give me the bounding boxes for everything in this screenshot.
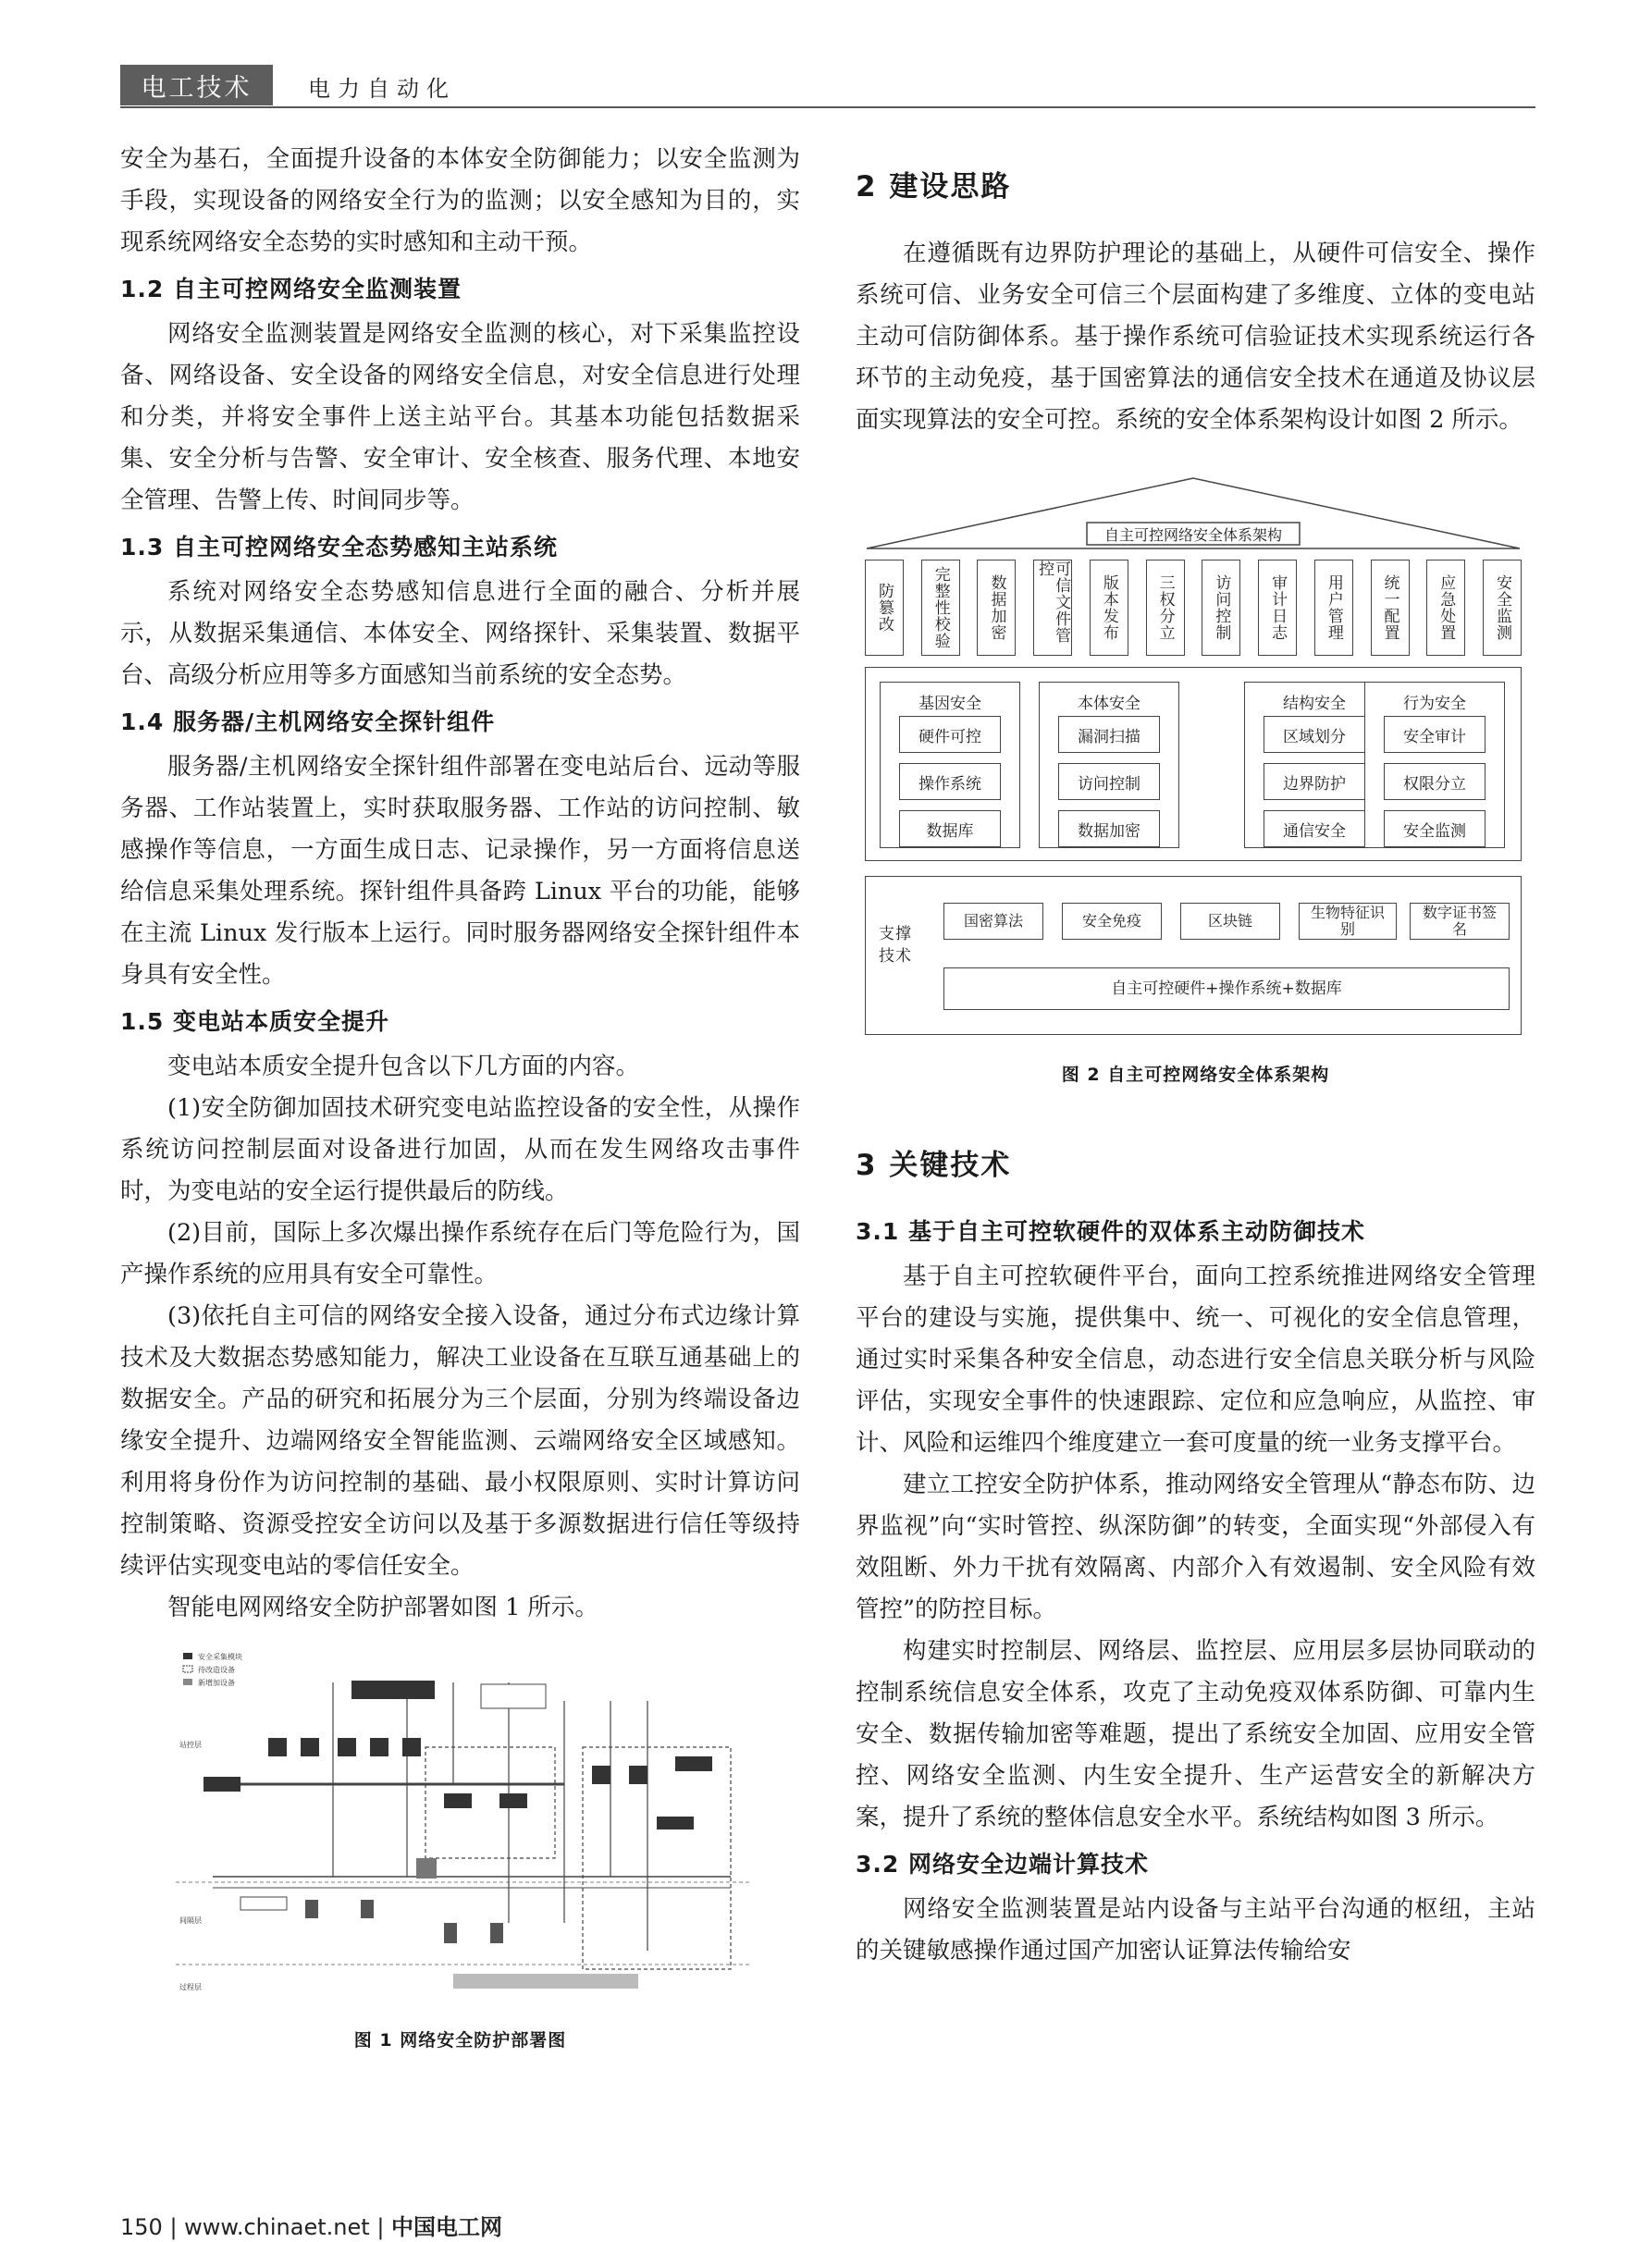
fig2-group-title: 本体安全: [1078, 695, 1140, 713]
fig2-group-item: 访问控制: [1058, 763, 1160, 800]
fig2-pillar: 防篡改: [865, 560, 904, 656]
paragraph: 网络安全监测装置是网络安全监测的核心，对下采集监控设备、网络设备、安全设备的网络安全信息，对安全信息进行处理和分类，并将安全事件上送主站平台。其基本功能包括数据采集、安全分析与告警、安全审计、安全核查、服务代理、本地安全管理、告警上传、时间同步等。: [120, 320, 800, 514]
fig2-pillar: 应急处置: [1426, 560, 1465, 656]
paragraph: 变电站本质安全提升包含以下几方面的内容。: [167, 1053, 640, 1080]
fig2-support-item: 安全免疫: [1062, 903, 1162, 940]
paragraph: 安全为基石，全面提升设备的本体安全防御能力；以安全监测为手段，实现设备的网络安全行为的监测；以安全感知为目的，实现系统网络安全态势的实时感知和主动干预。: [120, 145, 800, 256]
fig2-pillar: 可信文件管控: [1033, 560, 1072, 656]
paragraph: 网络安全监测装置是站内设备与主站平台沟通的枢纽，主站的关键敏感操作通过国产加密认证算法传输给安: [856, 1895, 1535, 1965]
fig2-group-title: 结构安全: [1283, 695, 1346, 713]
subsection-heading: 1.4 服务器/主机网络安全探针组件: [120, 708, 496, 735]
page-footer: [120, 2209, 502, 2241]
fig2-support-item: 数字证书签名: [1410, 903, 1510, 940]
fig2-group-box: [880, 682, 1020, 848]
subsection-heading: 1.5 变电站本质安全提升: [120, 1008, 389, 1035]
fig2-group-item: 漏洞扫描: [1058, 716, 1160, 753]
fig2-group-item: 区域划分: [1264, 716, 1365, 753]
fig2-group-item: 通信安全: [1264, 810, 1365, 847]
fig2-pillar: 完整性校验: [921, 560, 960, 656]
fig2-support-item: 国密算法: [943, 903, 1043, 940]
fig2-group-box: [1364, 682, 1505, 848]
fig1-layer-label: 过程层: [179, 1983, 202, 1991]
footer-brand: 中国电工网: [391, 2213, 503, 2240]
paragraph: (1)安全防御加固技术研究变电站监控设备的安全性，从操作系统访问控制层面对设备进行加固，从而在发生网络攻击事件时，为变电站的安全运行提供最后的防线。: [120, 1094, 800, 1205]
fig2-pillar: 三权分立: [1146, 560, 1185, 656]
fig2-group-item: 安全审计: [1384, 716, 1486, 753]
page-number: 150: [120, 2214, 163, 2240]
paragraph: (3)依托自主可信的网络安全接入设备，通过分布式边缘计算技术及大数据态势感知能力，解决工业设备在互联互通基础上的数据安全。产品的研究和拓展分为三个层面，分别为终端设备边缘安全提升、边端网络安全智能监测、云端网络安全区域感知。利用将身份作为访问控制的基础、最小权限原则、实时计算访问控制策略、资源受控安全访问以及基于多源数据进行信任等级持续评估实现变电站的零信任安全。: [120, 1302, 800, 1580]
fig2-group-title: 基因安全: [918, 695, 981, 713]
fig2-group-item: 操作系统: [899, 763, 1001, 800]
fig2-pillar: 用户管理: [1314, 560, 1353, 656]
fig1-legend-label: 新增加设备: [198, 1679, 235, 1687]
paragraph: 建立工控安全防护体系，推动网络安全管理从“静态布防、边界监视”向“实时管控、纵深防御”的转变，全面实现“外部侵入有效阻断、外力干扰有效隔离、内部介入有效遏制、安全风险有效管控”的防控目标。: [856, 1471, 1535, 1623]
fig2-group-item: 数据加密: [1058, 810, 1160, 847]
fig2-group-title: 行为安全: [1403, 695, 1466, 713]
fig2-group-item: 边界防护: [1264, 763, 1365, 800]
subsection-heading: 3.2 网络安全边端计算技术: [856, 1851, 1149, 1878]
fig2-pillar: 访问控制: [1202, 560, 1240, 656]
fig2-support-frame: [865, 876, 1522, 1035]
fig2-support-label: 支撑技术: [879, 925, 912, 966]
fig1-legend-label: 安全采集模块: [198, 1653, 242, 1661]
figure-2-architecture: [865, 476, 1522, 1042]
figure-1-caption: 图 1 网络安全防护部署图: [353, 2030, 567, 2051]
fig2-pillar: 统一配置: [1371, 560, 1410, 656]
paragraph: 服务器/主机网络安全探针组件部署在变电站后台、远动等服务器、工作站装置上，实时获取服务器、工作站的访问控制、敏感操作等信息，一方面生成日志、记录操作，另一方面将信息送给信息采集处理系统。探针组件具备跨 Linux 平台的功能，能够在主流 Linux 发行版本上运行。同时服务器网络安全探针组件本身具有安全性。: [120, 753, 800, 989]
right-column: [856, 139, 1535, 1972]
footer-sep: |: [169, 2214, 185, 2240]
fig2-pillar: 审计日志: [1258, 560, 1297, 656]
paragraph: (2)目前，国际上多次爆出操作系统存在后门等危险行为，国产操作系统的应用具有安全可靠性。: [120, 1219, 800, 1288]
fig2-pillar: 数据加密: [977, 560, 1016, 656]
paragraph: 构建实时控制层、网络层、监控层、应用层多层协同联动的控制系统信息安全体系，攻克了主动免疫双体系防御、可靠内生安全、数据传输加密等难题，提出了系统安全加固、应用安全管控、网络安全监测、内生安全提升、生产运营安全的新解决方案，提升了系统的整体信息安全水平。系统结构如图 3 所示。: [856, 1637, 1535, 1831]
fig2-base: 自主可控硬件+操作系统+数据库: [943, 967, 1510, 1010]
journal-tag: 电工技术: [120, 65, 273, 105]
fig2-group-box: [1039, 682, 1179, 848]
paragraph: 智能电网网络安全防护部署如图 1 所示。: [167, 1594, 598, 1621]
fig2-group-item: 数据库: [899, 810, 1001, 847]
footer-site-link[interactable]: www.chinaet.net: [184, 2214, 370, 2240]
fig1-legend-label: 待改造设备: [198, 1666, 235, 1674]
fig1-layer-label: 站控层: [179, 1741, 202, 1749]
figure-2-caption: 图 2 自主可控网络安全体系架构: [1061, 1065, 1330, 1085]
section-heading: 3 关键技术: [856, 1149, 1012, 1182]
footer-sep: |: [376, 2214, 392, 2240]
subsection-heading: 1.2 自主可控网络安全监测装置: [120, 276, 462, 302]
paragraph: 基于自主可控软硬件平台，面向工控系统推进网络安全管理平台的建设与实施，提供集中、统一、可视化的安全信息管理，通过实时采集各种安全信息，动态进行安全信息关联分析与风险评估，实现安全事件的快速跟踪、定位和应急响应，从监控、审计、风险和运维四个维度建立一套可度量的统一业务支撑平台。: [856, 1263, 1535, 1457]
fig2-pillar: 安全监测: [1483, 560, 1522, 656]
subsection-heading: 3.1 基于自主可控软硬件的双体系主动防御技术: [856, 1218, 1365, 1245]
fig1-layer-label: 间隔层: [179, 1916, 202, 1925]
section-subtitle: 电力自动化: [308, 76, 456, 102]
left-column: [120, 139, 800, 2051]
fig2-pillar: 版本发布: [1090, 560, 1128, 656]
fig2-group-item: 硬件可控: [899, 716, 1001, 753]
fig2-support-item: 区块链: [1180, 903, 1280, 940]
figure-1-deployment-diagram: [176, 1645, 749, 2015]
paragraph: 系统对网络安全态势感知信息进行全面的融合、分析并展示，从数据采集通信、本体安全、网络探针、采集装置、数据平台、高级分析应用等多方面感知当前系统的安全态势。: [120, 578, 800, 689]
subsection-heading: 1.3 自主可控网络安全态势感知主站系统: [120, 534, 558, 560]
fig2-group-item: 安全监测: [1384, 810, 1486, 847]
fig2-group-item: 权限分立: [1384, 763, 1486, 800]
paragraph: 在遵循既有边界防护理论的基础上，从硬件可信安全、操作系统可信、业务安全可信三个层面构建了多维度、立体的变电站主动可信防御体系。基于操作系统可信验证技术实现系统运行各环节的主动免疫，基于国密算法的通信安全技术在通道及协议层面实现算法的安全可控。系统的安全体系架构设计如图 2 所示。: [856, 240, 1535, 434]
header-rule: [120, 106, 1535, 108]
section-heading: 2 建设思路: [856, 170, 1012, 203]
fig2-support-item: 生物特征识别: [1299, 903, 1397, 940]
fig2-roof-title: 自主可控网络安全体系架构: [1103, 525, 1282, 544]
